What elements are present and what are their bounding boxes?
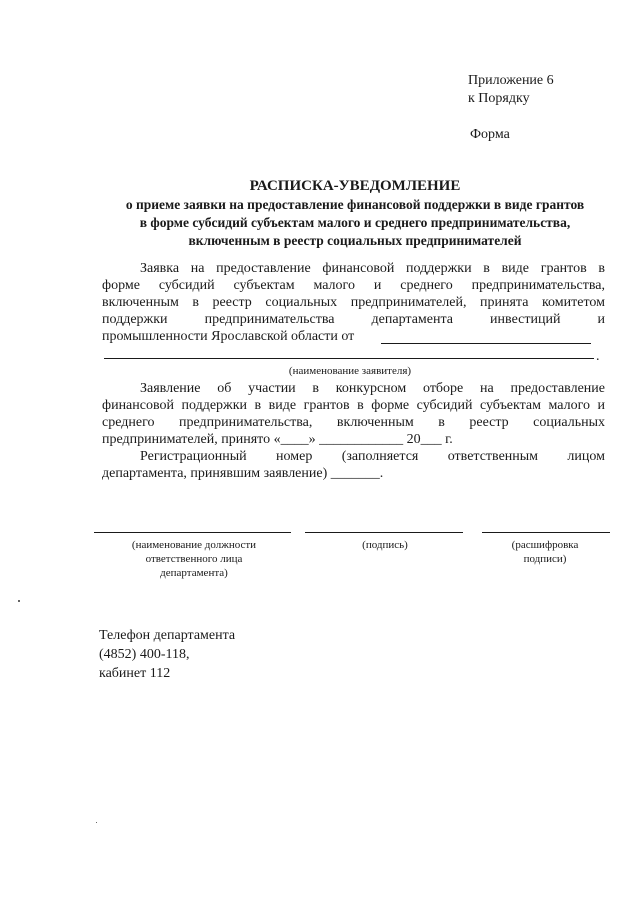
appendix-order: к Порядку (468, 91, 530, 106)
paragraph-line: Регистрационный номер (заполняется ответственным лицом (140, 449, 605, 464)
signature-line (305, 532, 463, 533)
applicant-name-caption: (наименование заявителя) (288, 365, 412, 377)
paragraph-line: промышленности Ярославской области от (102, 329, 355, 344)
appendix-number: Приложение 6 (468, 73, 554, 88)
caption-line: (расшифровка (511, 539, 579, 551)
registration-paragraph (102, 448, 605, 482)
caption-line: (наименование должности (131, 539, 257, 551)
title-subtitle-line-3: включенным в реестр социальных предпринимателей (188, 233, 522, 248)
application-paragraph (102, 260, 605, 345)
phone-label: Телефон департамента (99, 628, 236, 643)
signature-decoding-line (482, 532, 610, 533)
title-main: РАСПИСКА-УВЕДОМЛЕНИЕ (249, 178, 461, 194)
document-title (90, 176, 620, 250)
office-number: кабинет 112 (99, 666, 171, 681)
date-from-blank-line (381, 343, 591, 344)
title-subtitle-line-2: в форме субсидий субъектам малого и среднего предпринимательства, (139, 215, 571, 230)
signature-decoding-caption (486, 538, 604, 566)
paragraph-line: предпринимателей, принято «____» ____________ 20___ г. (102, 432, 453, 447)
applicant-line-period: . (596, 349, 600, 364)
caption-line: подписи) (523, 553, 567, 565)
paragraph-line: Заявка на предоставление финансовой поддержки в виде грантов в (140, 261, 605, 276)
paragraph-line: финансовой поддержки в виде грантов в форме субсидий субъектам малого и (102, 398, 605, 413)
title-subtitle-line-1: о приеме заявки на предоставление финансовой поддержки в виде грантов (125, 197, 585, 212)
paragraph-line: поддержки предпринимательства департамента инвестиций и (102, 312, 605, 327)
paragraph-line: среднего предпринимательства, включенным в реестр социальных (102, 415, 605, 430)
paragraph-line: форме субсидий субъектам малого и среднего предпринимательства, (102, 278, 605, 293)
scan-speck (18, 600, 20, 602)
caption-line: ответственного лица (145, 553, 243, 565)
paragraph-line: включенным в реестр социальных предпринимателей, принята комитетом (102, 295, 605, 310)
form-label: Форма (470, 127, 510, 142)
position-caption (104, 538, 284, 580)
appendix-reference (468, 72, 554, 108)
applicant-name-blank-line (104, 358, 594, 359)
paragraph-line: Заявление об участии в конкурсном отборе на предоставление (140, 381, 605, 396)
position-signature-line (94, 532, 291, 533)
statement-paragraph (102, 380, 605, 448)
department-phone-block (99, 626, 235, 683)
caption-line: департамента) (160, 567, 228, 579)
phone-number: (4852) 400-118, (99, 647, 190, 662)
signature-caption: (подпись) (362, 539, 408, 551)
paragraph-line: департамента, принявшим заявление) _______. (102, 466, 384, 481)
scan-speck (96, 822, 97, 823)
